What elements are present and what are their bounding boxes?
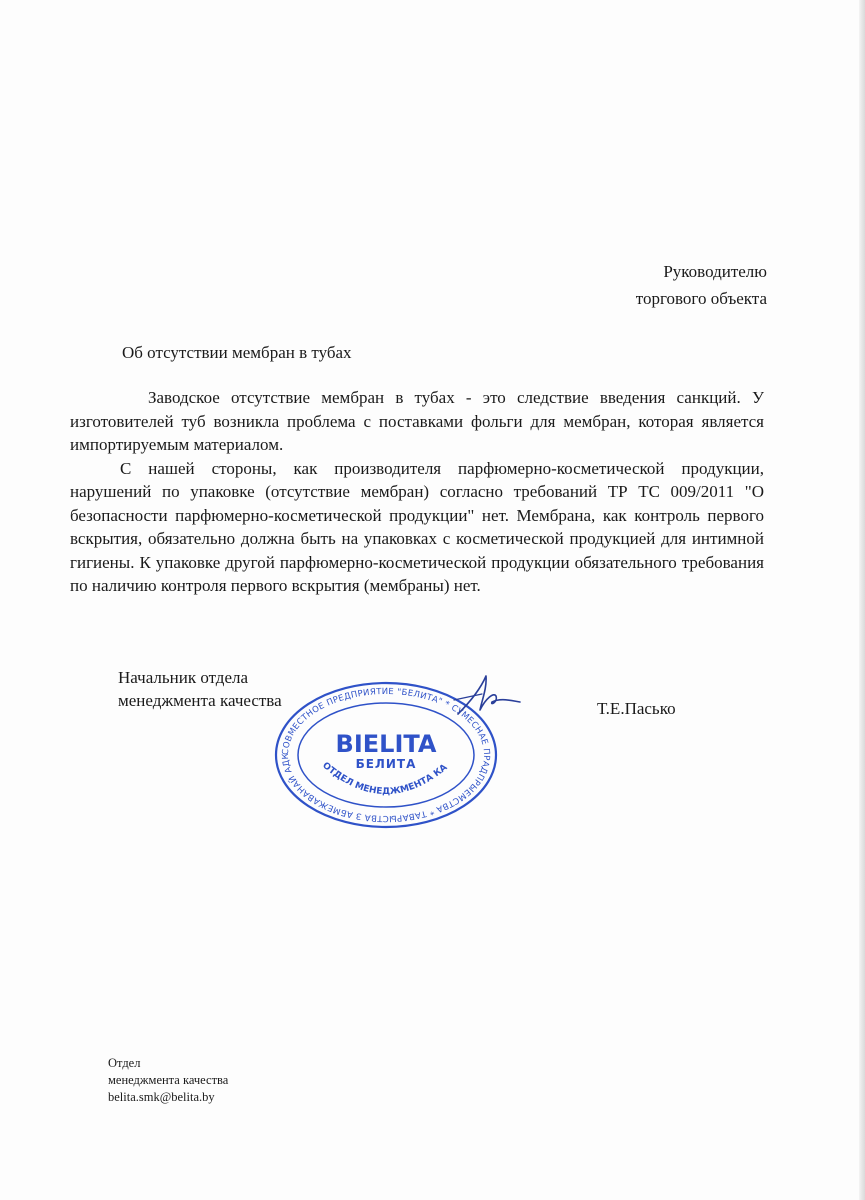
footer-contact bbox=[108, 1055, 228, 1106]
signatory-title-line-1: Начальник отдела bbox=[118, 668, 249, 687]
footer-line-1: Отдел bbox=[108, 1056, 141, 1070]
stamp-outer-text: СОВМЕСТНОЕ ПРЕДПРИЯТИЕ "БЕЛИТА" * СУМЕСНАЕ ПРАДПРЫЕМСТВА * ТАВАРЫСТВА З АБМЕЖАВАНАЙ АДК bbox=[280, 686, 492, 824]
body-paragraph-2: С нашей стороны, как производителя парфюмерно-косметической продукции, нарушений по упаковке (отсутствие мембран) согласно требований ТР ТС 009/2011 "О безопасности парфюмерно-косметической продукции" нет. Мембрана, как контроль первого вскрытия, обязательно должна быть на упаковках с косметической продукцией для интимной гигиены. К упаковке другой парфюмерно-косметической продукции обязательного требования по наличию контроля первого вскрытия (мембраны) нет. bbox=[70, 458, 764, 595]
stamp-logo-cyrillic: БЕЛИТА bbox=[355, 757, 417, 771]
scan-edge-shadow bbox=[859, 0, 865, 1200]
body-paragraph-1: Заводское отсутствие мембран в тубах - это следствие введения санкций. У изготовителей туб возникла проблема с поставками фольги для мембран, которая является импортируемым материалом. bbox=[70, 388, 764, 454]
addressee-line-1: Руководителю bbox=[663, 262, 767, 281]
signatory-name: Т.Е.Пасько bbox=[597, 699, 676, 718]
footer-email: belita.smk@belita.by bbox=[108, 1090, 215, 1104]
signatory-title bbox=[118, 666, 282, 712]
stamp-logo-latin: BIELITA bbox=[335, 730, 437, 758]
addressee-line-2: торгового объекта bbox=[635, 289, 767, 308]
handwritten-signature bbox=[452, 672, 532, 727]
addressee-block bbox=[636, 258, 767, 312]
letter-subject: Об отсутствии мембран в тубах bbox=[122, 343, 352, 362]
letter-body bbox=[70, 386, 764, 598]
footer-line-2: менеджмента качества bbox=[108, 1073, 229, 1087]
stamp-inner-text: ОТДЕЛ МЕНЕДЖМЕНТА КА bbox=[320, 760, 450, 798]
signature-graphic bbox=[452, 672, 532, 722]
signatory-title-line-2: менеджмента качества bbox=[118, 691, 282, 710]
